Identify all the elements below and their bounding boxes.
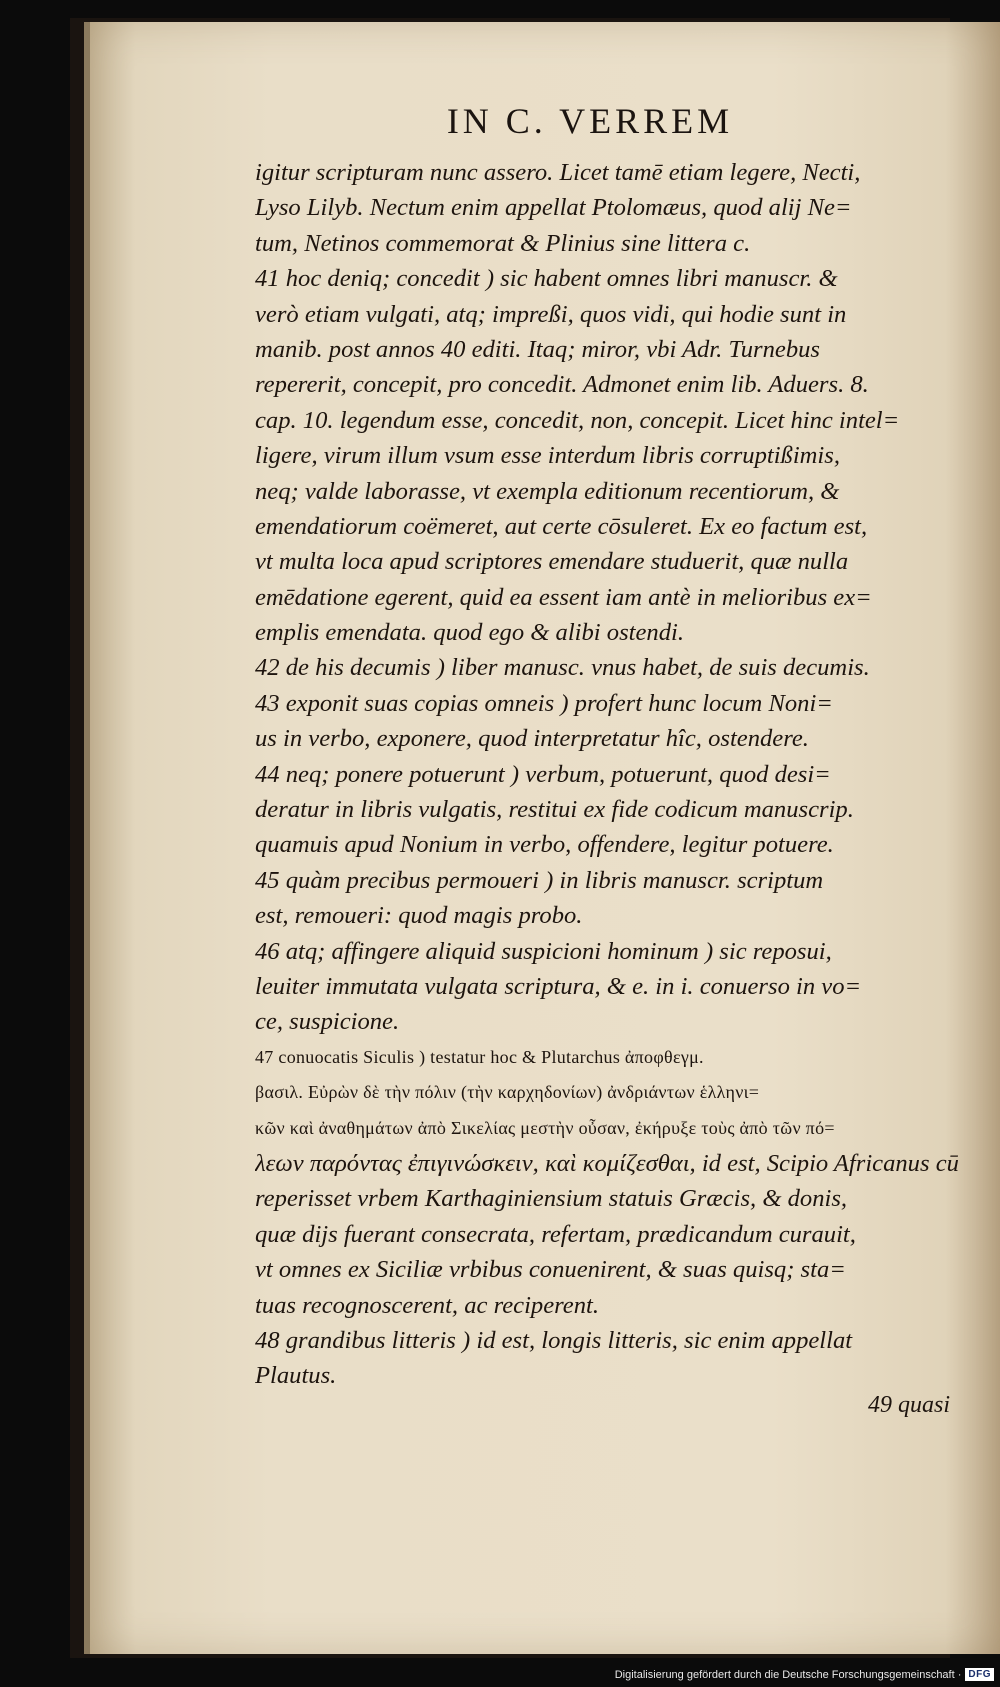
text-line: est, remoueri: quod magis probo. — [255, 902, 583, 930]
text-line: cap. 10. legendum esse, concedit, non, concepit. Licet hinc intel= — [255, 406, 900, 434]
book-page — [84, 22, 1000, 1654]
text-line: 41 hoc deniq; concedit ) sic habent omnes libri manuscr. & — [255, 265, 838, 293]
text-line: λεων παρόντας ἐπιγινώσκειν, καὶ κομίζεσθαι, id est, Scipio Africanus cū — [255, 1149, 959, 1177]
text-line: emēdatione egerent, quid ea essent iam antè in melioribus ex= — [255, 583, 872, 611]
text-line: κῶν καὶ ἀναθημάτων ἀπὸ Σικελίας μεστὴν οὖσαν, ἐκήρυξε τοὺς ἀπὸ τῶν πό= — [255, 1117, 835, 1138]
text-line: tuas recognoscerent, ac reciperent. — [255, 1291, 599, 1319]
text-line: emplis emendata. quod ego & alibi ostendi. — [255, 619, 684, 647]
text-line: vt omnes ex Siciliæ vrbibus conuenirent, & suas quisq; sta= — [255, 1256, 846, 1284]
text-line: vt multa loca apud scriptores emendare studuerit, quæ nulla — [255, 548, 849, 576]
body-text — [255, 155, 970, 1394]
text-line: verò etiam vulgati, atq; impreßi, quos vidi, qui hodie sunt in — [255, 300, 847, 328]
text-line: repererit, concepit, pro concedit. Admonet enim lib. Aduers. 8. — [255, 371, 869, 399]
text-line: 46 atq; affingere aliquid suspicioni hominum ) sic reposui, — [255, 937, 832, 965]
text-line: 47 conuocatis Siculis ) testatur hoc & Plutarchus ἀποφθεγμ. — [255, 1046, 704, 1067]
text-line: quæ dijs fuerant consecrata, refertam, prædicandum curauit, — [255, 1220, 856, 1248]
catchword: 49 quasi — [867, 1392, 950, 1418]
text-line: us in verbo, exponere, quod interpretatur hîc, ostendere. — [255, 725, 809, 753]
text-line: Plautus. — [255, 1362, 337, 1390]
text-line: emendatiorum coëmeret, aut certe cōsuleret. Ex eo factum est, — [255, 512, 868, 540]
text-line: manib. post annos 40 editi. Itaq; miror, vbi Adr. Turnebus — [255, 335, 821, 363]
text-line: 45 quàm precibus permoueri ) in libris manuscr. scriptum — [255, 866, 824, 894]
text-line: reperisset vrbem Karthaginiensium statuis Græcis, & donis, — [255, 1185, 848, 1213]
text-line: ligere, virum illum vsum esse interdum libris corruptißimis, — [255, 442, 840, 470]
text-line: ce, suspicione. — [255, 1008, 400, 1036]
text-line: Lyso Lilyb. Nectum enim appellat Ptolomæus, quod alij Ne= — [255, 194, 852, 222]
text-line: neq; valde laborasse, vt exempla editionum recentiorum, & — [255, 477, 840, 505]
text-line: 48 grandibus litteris ) id est, longis litteris, sic enim appellat — [255, 1326, 853, 1354]
text-line: 42 de his decumis ) liber manusc. vnus habet, de suis decumis. — [255, 654, 870, 682]
running-title: IN C. VERREM — [446, 101, 734, 141]
text-line: igitur scripturam nunc assero. Licet tamē etiam legere, Necti, — [255, 159, 861, 186]
text-line: 43 exponit suas copias omneis ) profert hunc locum Noni= — [255, 689, 833, 717]
text-line: 44 neq; ponere potuerunt ) verbum, potuerunt, quod desi= — [255, 760, 831, 788]
text-line: leuiter immutata vulgata scriptura, & e. in i. conuerso in vo= — [255, 972, 862, 1000]
text-line: tum, Netinos commemorat & Plinius sine littera c. — [255, 229, 751, 257]
dfg-logo: DFG — [965, 1668, 994, 1681]
text-line: quamuis apud Nonium in verbo, offendere, legitur potuere. — [255, 831, 834, 859]
text-line: βασιλ. Εὐρὼν δὲ τὴν πόλιν (τὴν καρχηδονίων) ἀνδριάντων ἑλληνι= — [255, 1082, 760, 1103]
text-line: deratur in libris vulgatis, restitui ex fide codicum manuscrip. — [255, 796, 854, 824]
digitization-credit — [615, 1668, 994, 1681]
credit-text: Digitalisierung gefördert durch die Deutsche Forschungsgemeinschaft · — [614, 1668, 962, 1681]
